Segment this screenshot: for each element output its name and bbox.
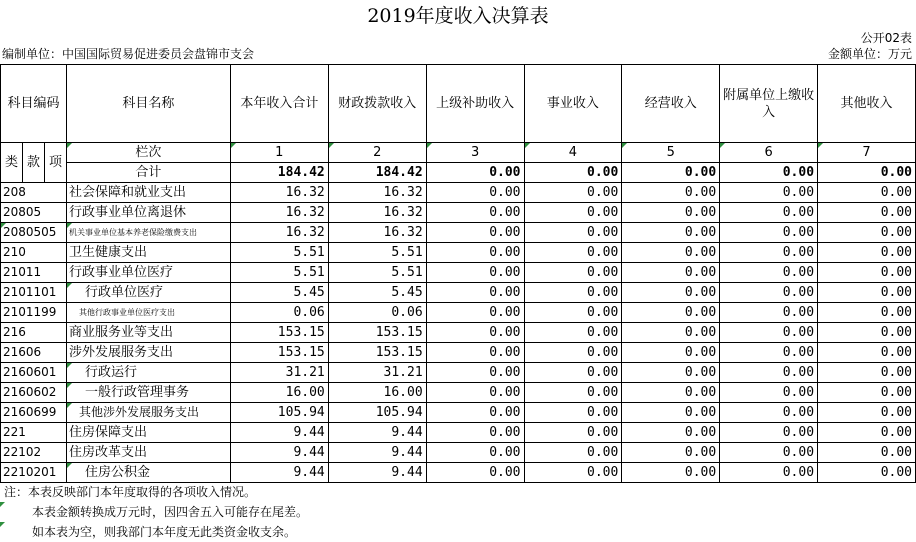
row-value: 0.00 [426,203,524,223]
row-value: 0.00 [622,363,720,383]
row-value: 0.00 [720,343,818,363]
row-value: 0.00 [426,323,524,343]
row-value: 16.32 [328,183,426,203]
row-value: 0.00 [426,303,524,323]
row-value: 105.94 [230,403,328,423]
row-value: 0.00 [426,363,524,383]
header-lei: 类 [1,143,23,183]
row-value: 0.00 [622,203,720,223]
row-value: 0.00 [524,203,622,223]
row-value: 153.15 [230,323,328,343]
row-code: 2160602 [1,383,67,403]
row-value: 31.21 [328,363,426,383]
row-value: 0.00 [524,223,622,243]
row-code: 221 [1,423,67,443]
col-num-4: 4 [524,143,622,163]
total-value: 0.00 [720,163,818,183]
row-value: 5.45 [230,283,328,303]
row-value: 0.00 [524,343,622,363]
row-value: 0.00 [818,363,916,383]
total-row [1,163,916,183]
row-code: 216 [1,323,67,343]
row-value: 5.51 [328,263,426,283]
col-num-5: 5 [622,143,720,163]
row-value: 0.00 [818,283,916,303]
header-xiang: 项 [44,143,66,183]
row-value: 0.00 [426,343,524,363]
row-value: 0.00 [720,423,818,443]
row-name: 住房保障支出 [66,423,230,443]
row-value: 0.00 [524,323,622,343]
row-value: 0.00 [818,303,916,323]
row-value: 0.00 [524,303,622,323]
row-value: 0.00 [426,383,524,403]
table-row [1,463,916,483]
row-value: 5.51 [328,243,426,263]
total-value: 0.00 [818,163,916,183]
row-value: 0.00 [720,303,818,323]
row-value: 0.00 [524,403,622,423]
table-row [1,263,916,283]
row-value: 0.00 [426,243,524,263]
row-value: 0.00 [818,243,916,263]
row-value: 0.00 [720,283,818,303]
row-value: 16.32 [230,223,328,243]
table-row [1,423,916,443]
col-num-2: 2 [328,143,426,163]
row-value: 0.00 [818,223,916,243]
row-name: 行政事业单位医疗 [66,263,230,283]
row-value: 0.00 [426,423,524,443]
row-value: 0.00 [622,183,720,203]
row-value: 153.15 [230,343,328,363]
row-value: 0.00 [818,183,916,203]
row-value: 31.21 [230,363,328,383]
row-code: 210 [1,243,67,263]
row-value: 0.00 [720,243,818,263]
row-value: 0.00 [426,283,524,303]
header-col-4: 事业收入 [524,65,622,143]
table-row [1,283,916,303]
row-code: 20805 [1,203,67,223]
row-value: 0.00 [524,443,622,463]
header-col-7: 其他收入 [818,65,916,143]
row-value: 0.00 [622,243,720,263]
row-value: 0.00 [720,463,818,483]
table-row [1,223,916,243]
note-line: 本表金额转换成万元时，因四舍五入可能存在尾差。 [0,502,916,522]
row-value: 0.00 [524,243,622,263]
row-value: 0.00 [622,283,720,303]
note-line: 注：本表反映部门本年度取得的各项收入情况。 [4,485,257,499]
table-row [1,243,916,263]
row-value: 9.44 [328,463,426,483]
row-value: 0.00 [818,203,916,223]
row-value: 0.00 [622,223,720,243]
row-value: 0.00 [426,403,524,423]
row-value: 9.44 [230,463,328,483]
row-code: 2080505 [1,223,67,243]
row-value: 9.44 [328,423,426,443]
row-value: 0.00 [818,263,916,283]
row-name: 涉外发展服务支出 [66,343,230,363]
row-value: 16.32 [328,223,426,243]
row-value: 5.51 [230,243,328,263]
row-value: 0.00 [524,183,622,203]
row-value: 153.15 [328,343,426,363]
row-value: 0.00 [818,443,916,463]
row-value: 0.00 [622,263,720,283]
row-value: 0.00 [720,263,818,283]
row-value: 105.94 [328,403,426,423]
row-code: 21011 [1,263,67,283]
row-value: 0.00 [720,203,818,223]
row-value: 0.00 [426,263,524,283]
total-value: 0.00 [524,163,622,183]
row-code: 2160699 [1,403,67,423]
header-col-5: 经营收入 [622,65,720,143]
row-value: 0.00 [622,463,720,483]
table-row [1,363,916,383]
row-name: 社会保障和就业支出 [66,183,230,203]
row-value: 0.00 [720,183,818,203]
row-value: 0.00 [720,443,818,463]
col-num-3: 3 [426,143,524,163]
table-row [1,343,916,363]
report-title: 2019年度收入决算表 [367,5,549,27]
col-num-6: 6 [720,143,818,163]
row-value: 0.00 [524,283,622,303]
row-value: 0.00 [622,383,720,403]
row-code: 21606 [1,343,67,363]
table-row [1,303,916,323]
table-row [1,323,916,343]
row-value: 9.44 [328,443,426,463]
total-value: 0.00 [622,163,720,183]
row-name: 卫生健康支出 [66,243,230,263]
header-col-3: 上级补助收入 [426,65,524,143]
row-value: 0.00 [818,343,916,363]
row-value: 5.51 [230,263,328,283]
row-name: 其他涉外发展服务支出 [66,403,230,423]
row-name: 住房公积金 [66,463,230,483]
table-row [1,403,916,423]
row-value: 0.00 [720,383,818,403]
note-line: 如本表为空，则我部门本年度无此类资金收支余。 [0,522,916,542]
row-value: 16.00 [230,383,328,403]
row-value: 0.00 [622,423,720,443]
row-name: 其他行政事业单位医疗支出 [66,303,230,323]
table-code: 公开02表 [860,31,912,45]
row-value: 0.00 [818,463,916,483]
table-row [1,383,916,403]
row-name: 商业服务业等支出 [66,323,230,343]
row-value: 0.06 [230,303,328,323]
row-value: 16.32 [328,203,426,223]
header-name: 科目名称 [66,65,230,143]
row-name: 行政单位医疗 [66,283,230,303]
row-value: 0.00 [426,463,524,483]
row-name: 行政运行 [66,363,230,383]
notes [0,482,916,542]
total-value: 0.00 [426,163,524,183]
row-value: 0.00 [524,363,622,383]
header-col-6: 附属单位上缴收入 [720,65,818,143]
row-code: 2160601 [1,363,67,383]
row-value: 0.00 [426,443,524,463]
row-value: 0.00 [426,223,524,243]
row-value: 0.00 [426,183,524,203]
header-code-group: 科目编码 [1,65,67,143]
row-value: 16.32 [230,203,328,223]
row-value: 0.00 [622,303,720,323]
row-value: 0.00 [622,403,720,423]
row-value: 0.00 [622,323,720,343]
header-col-2: 财政拨款收入 [328,65,426,143]
header-lanci: 栏次 [66,143,230,163]
total-label: 合计 [66,163,230,183]
table-row [1,203,916,223]
table-row [1,183,916,203]
row-value: 0.00 [524,263,622,283]
row-name: 行政事业单位离退休 [66,203,230,223]
row-code: 2101199 [1,303,67,323]
header-kuan: 款 [22,143,44,183]
row-value: 5.45 [328,283,426,303]
row-value: 16.32 [230,183,328,203]
row-code: 208 [1,183,67,203]
row-name: 一般行政管理事务 [66,383,230,403]
row-name: 住房改革支出 [66,443,230,463]
row-value: 0.00 [818,403,916,423]
row-value: 0.00 [818,323,916,343]
total-value: 184.42 [328,163,426,183]
row-value: 0.00 [720,403,818,423]
row-value: 0.00 [622,343,720,363]
row-value: 0.00 [818,423,916,443]
row-value: 0.00 [622,443,720,463]
col-num-1: 1 [230,143,328,163]
table-row [1,443,916,463]
row-value: 0.00 [818,383,916,403]
row-value: 0.00 [720,363,818,383]
header-col-1: 本年收入合计 [230,65,328,143]
col-num-7: 7 [818,143,916,163]
row-code: 2210201 [1,463,67,483]
row-value: 0.00 [524,423,622,443]
income-table [0,64,916,483]
row-value: 153.15 [328,323,426,343]
row-value: 0.00 [720,223,818,243]
row-value: 0.06 [328,303,426,323]
unit-label: 金额单位：万元 [827,47,912,61]
row-value: 16.00 [328,383,426,403]
row-value: 0.00 [524,383,622,403]
org-label: 编制单位：中国国际贸易促进委员会盘锦市支会 [2,47,255,61]
row-code: 22102 [1,443,67,463]
row-code: 2101101 [1,283,67,303]
row-value: 0.00 [720,323,818,343]
row-name: 机关事业单位基本养老保险缴费支出 [66,223,230,243]
row-value: 0.00 [524,463,622,483]
row-value: 9.44 [230,443,328,463]
total-value: 184.42 [230,163,328,183]
row-value: 9.44 [230,423,328,443]
